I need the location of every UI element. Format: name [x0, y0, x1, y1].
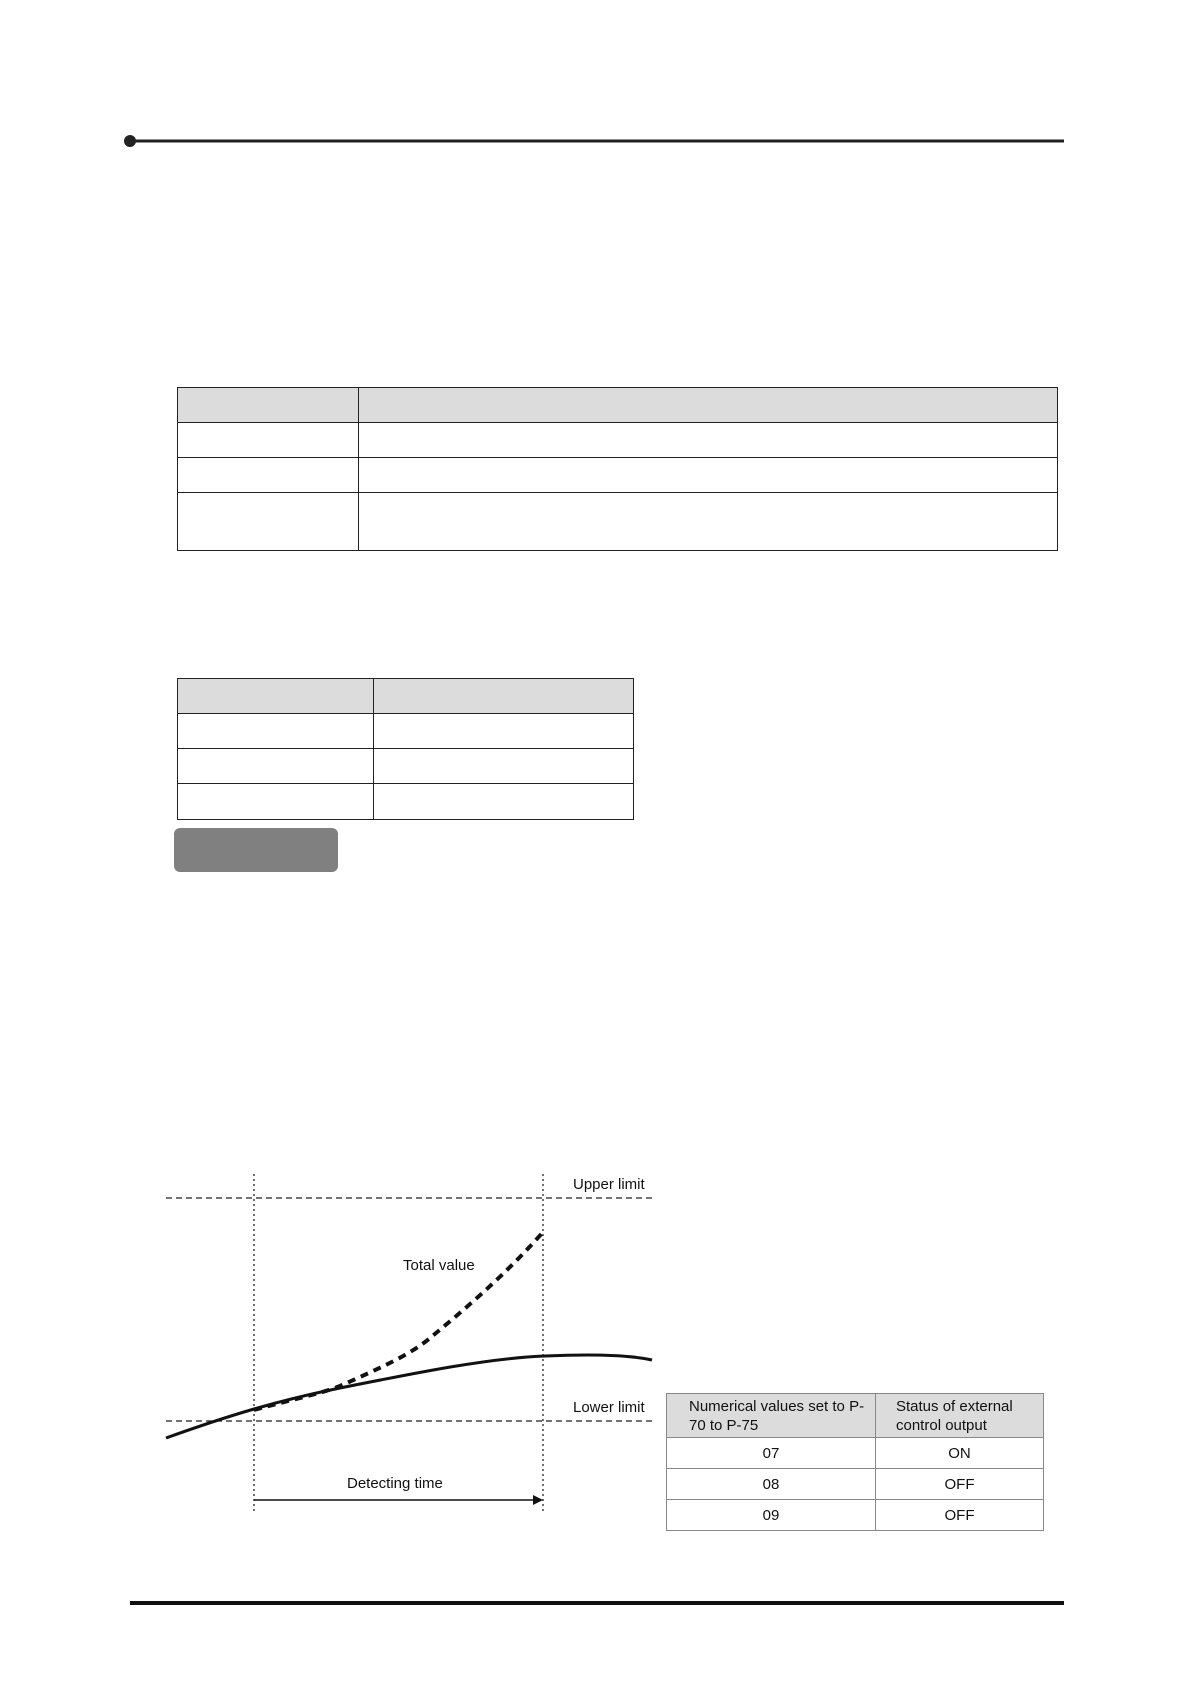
table1-header-col1: [177, 387, 359, 423]
table2-row2-col2: [373, 748, 634, 784]
row-status: ON: [876, 1438, 1044, 1469]
row-value: 07: [667, 1438, 876, 1469]
detecting-time-label: Detecting time: [347, 1475, 443, 1492]
table2-row3-col2: [373, 783, 634, 820]
arrow-head-icon: [533, 1495, 543, 1505]
table1-row2-col2: [358, 457, 1058, 493]
row-value: 08: [667, 1469, 876, 1500]
table-row: [667, 1469, 1044, 1500]
output-status-table: [666, 1393, 1044, 1531]
table1-row2-col1: [177, 457, 359, 493]
total-value-curve: [254, 1232, 543, 1410]
table1-row3-col2: [358, 492, 1058, 551]
table1-row1-col1: [177, 422, 359, 458]
settings-table: [177, 387, 1058, 551]
lower-limit-label: Lower limit: [573, 1399, 645, 1416]
limit-graph: [0, 1160, 660, 1520]
table-row: [667, 1438, 1044, 1469]
table1-row3-col1: [177, 492, 359, 551]
values-table: [177, 678, 634, 820]
note-badge: [174, 828, 338, 872]
table1-header-col2: [358, 387, 1058, 423]
footer-rule: [130, 1601, 1064, 1605]
row-status: OFF: [876, 1469, 1044, 1500]
table2-row1-col1: [177, 713, 374, 749]
upper-limit-label: Upper limit: [573, 1176, 645, 1193]
header-numerical-values: Numerical values set to P-70 to P-75: [667, 1394, 876, 1438]
measured-value-curve: [166, 1355, 652, 1438]
table-header-row: [667, 1394, 1044, 1438]
table2-header-col2: [373, 678, 634, 714]
table2-row2-col1: [177, 748, 374, 784]
total-value-label: Total value: [403, 1257, 475, 1274]
header-external-output-status: Status of external control output: [876, 1394, 1044, 1438]
row-value: 09: [667, 1500, 876, 1531]
table2-header-col1: [177, 678, 374, 714]
row-status: OFF: [876, 1500, 1044, 1531]
table2-row1-col2: [373, 713, 634, 749]
header-rule: [0, 0, 1190, 160]
table-row: [667, 1500, 1044, 1531]
table1-row1-col2: [358, 422, 1058, 458]
table2-row3-col1: [177, 783, 374, 820]
